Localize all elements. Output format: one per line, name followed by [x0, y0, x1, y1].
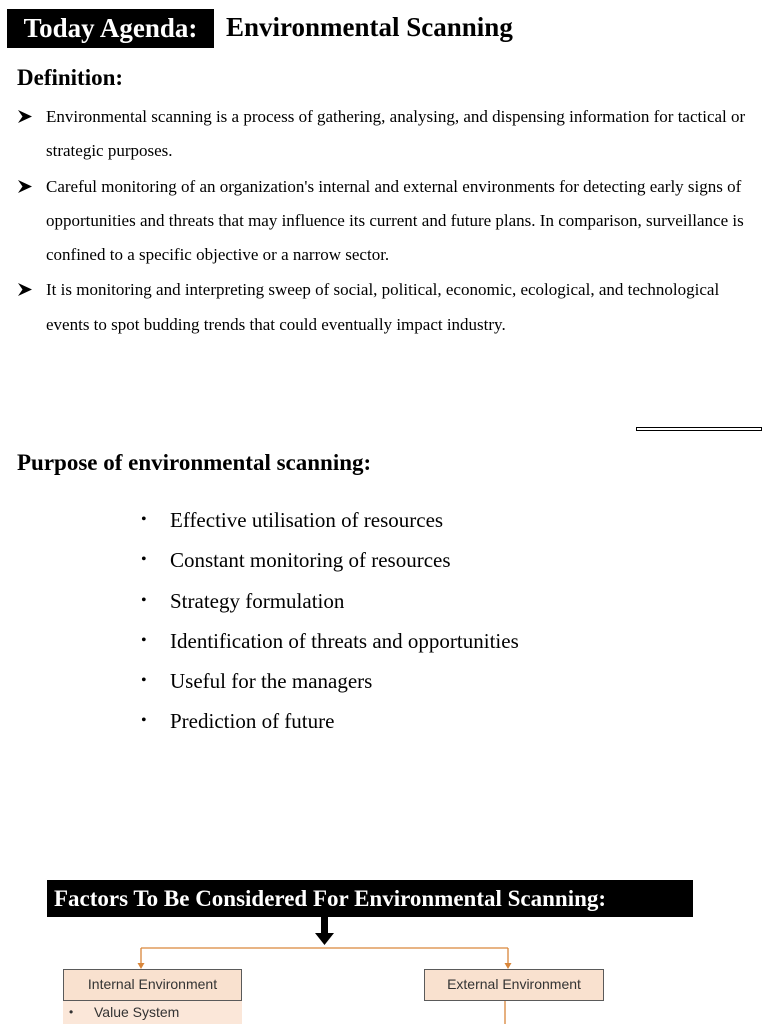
- purpose-item: • Effective utilisation of resources: [141, 500, 519, 540]
- definition-list: [17, 100, 747, 343]
- purpose-item: • Useful for the managers: [141, 661, 519, 701]
- bullet-icon: •: [141, 631, 147, 649]
- definition-text: Environmental scanning is a process of gathering, analysing, and dispensing information for tactical or strategic purposes.: [46, 107, 746, 161]
- bullet-icon: •: [69, 1005, 74, 1019]
- internal-item: Value System: [94, 1004, 180, 1020]
- bullet-icon: •: [141, 511, 147, 528]
- factors-banner: Factors To Be Considered For Environmental Scanning:: [47, 880, 693, 917]
- definition-text: It is monitoring and interpreting sweep of social, political, economic, ecological, and technological events to spot budding trends that could eventually impact industry.: [46, 280, 720, 334]
- purpose-item: • Strategy formulation: [141, 581, 519, 621]
- decorative-rule: [636, 427, 762, 431]
- definition-item: [17, 100, 747, 169]
- arrow-bullet-icon: [17, 100, 35, 134]
- down-arrow-icon: [315, 917, 334, 945]
- page-title: Environmental Scanning: [226, 12, 513, 42]
- definition-item: [17, 170, 747, 273]
- internal-environment-list: [63, 1001, 242, 1024]
- purpose-item: • Constant monitoring of resources: [141, 540, 519, 580]
- purpose-item: • Identification of threats and opportunities: [141, 621, 519, 661]
- bullet-icon: •: [141, 591, 147, 609]
- purpose-list: [141, 500, 519, 742]
- definition-text: Careful monitoring of an organization's internal and external environments for detecting early signs of opportunities and threats that may influence its current and future plans. In comparison, surveillance is confined to a specific objective or a narrow sector.: [46, 176, 744, 265]
- external-environment-box: External Environment: [424, 969, 604, 1001]
- arrow-bullet-icon: [17, 273, 35, 307]
- purpose-heading: Purpose of environmental scanning:: [17, 450, 372, 475]
- bullet-icon: •: [141, 672, 147, 690]
- definition-item: [17, 273, 747, 342]
- arrow-bullet-icon: [17, 170, 35, 204]
- definition-heading: Definition:: [17, 65, 124, 90]
- purpose-item: • Prediction of future: [141, 701, 519, 741]
- agenda-tag: Today Agenda:: [7, 9, 214, 48]
- internal-environment-box: Internal Environment: [63, 969, 242, 1001]
- bullet-icon: •: [141, 551, 147, 569]
- bullet-icon: •: [141, 712, 147, 730]
